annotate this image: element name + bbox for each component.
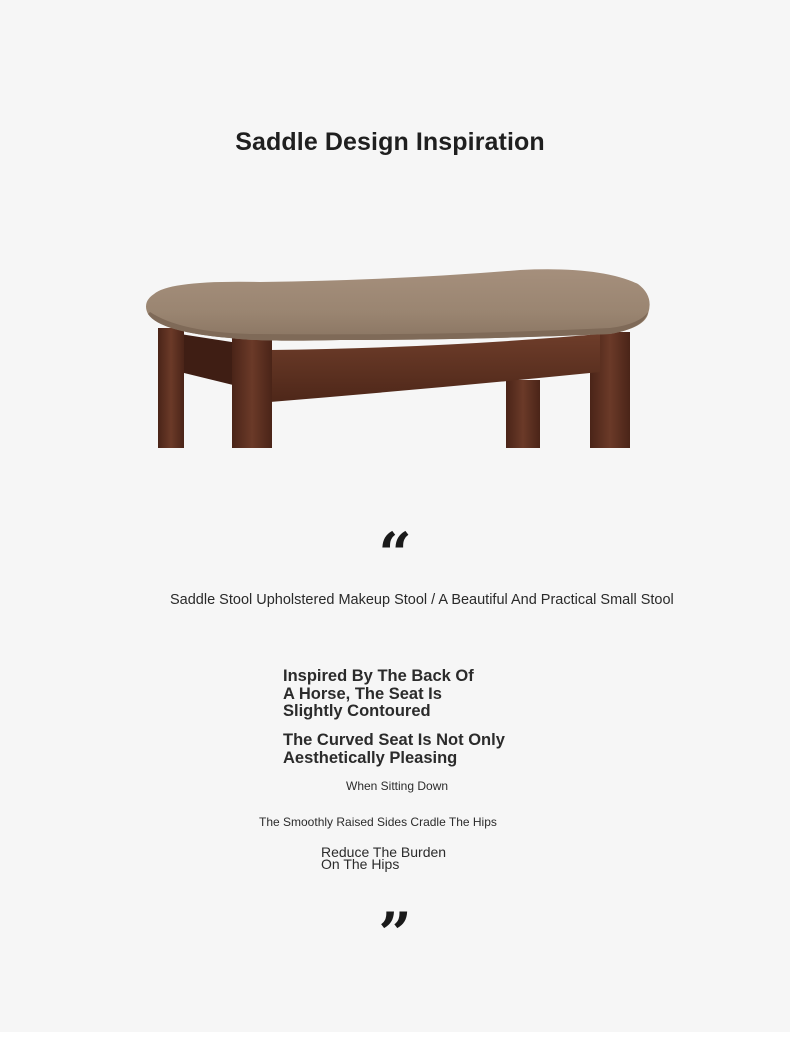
open-quote-icon: “ — [378, 525, 412, 559]
feature-line: A Horse, The Seat Is — [283, 684, 442, 703]
feature-line: Slightly Contoured — [283, 702, 431, 720]
feature-line: Aesthetically Pleasing — [283, 748, 458, 767]
close-quote-icon: ” — [378, 905, 412, 939]
feature-sitting: When Sitting Down — [346, 779, 449, 793]
saddle-stool-image — [140, 262, 654, 448]
feature-line: Inspired By The Back Of — [283, 667, 474, 685]
feature-burden — [321, 846, 446, 870]
feature-sides: The Smoothly Raised Sides Cradle The Hips — [259, 815, 497, 829]
feature-inspired — [283, 668, 474, 721]
feature-line: On The Hips — [321, 856, 400, 872]
feature-curved — [283, 732, 505, 767]
feature-line: The Curved Seat Is Not Only — [283, 731, 505, 749]
subtitle: Saddle Stool Upholstered Makeup Stool / A Beautiful And Practical Small Stool — [170, 592, 674, 608]
feature-line: Reduce The Burden — [321, 844, 447, 860]
page-title: Saddle Design Inspiration — [235, 128, 545, 156]
